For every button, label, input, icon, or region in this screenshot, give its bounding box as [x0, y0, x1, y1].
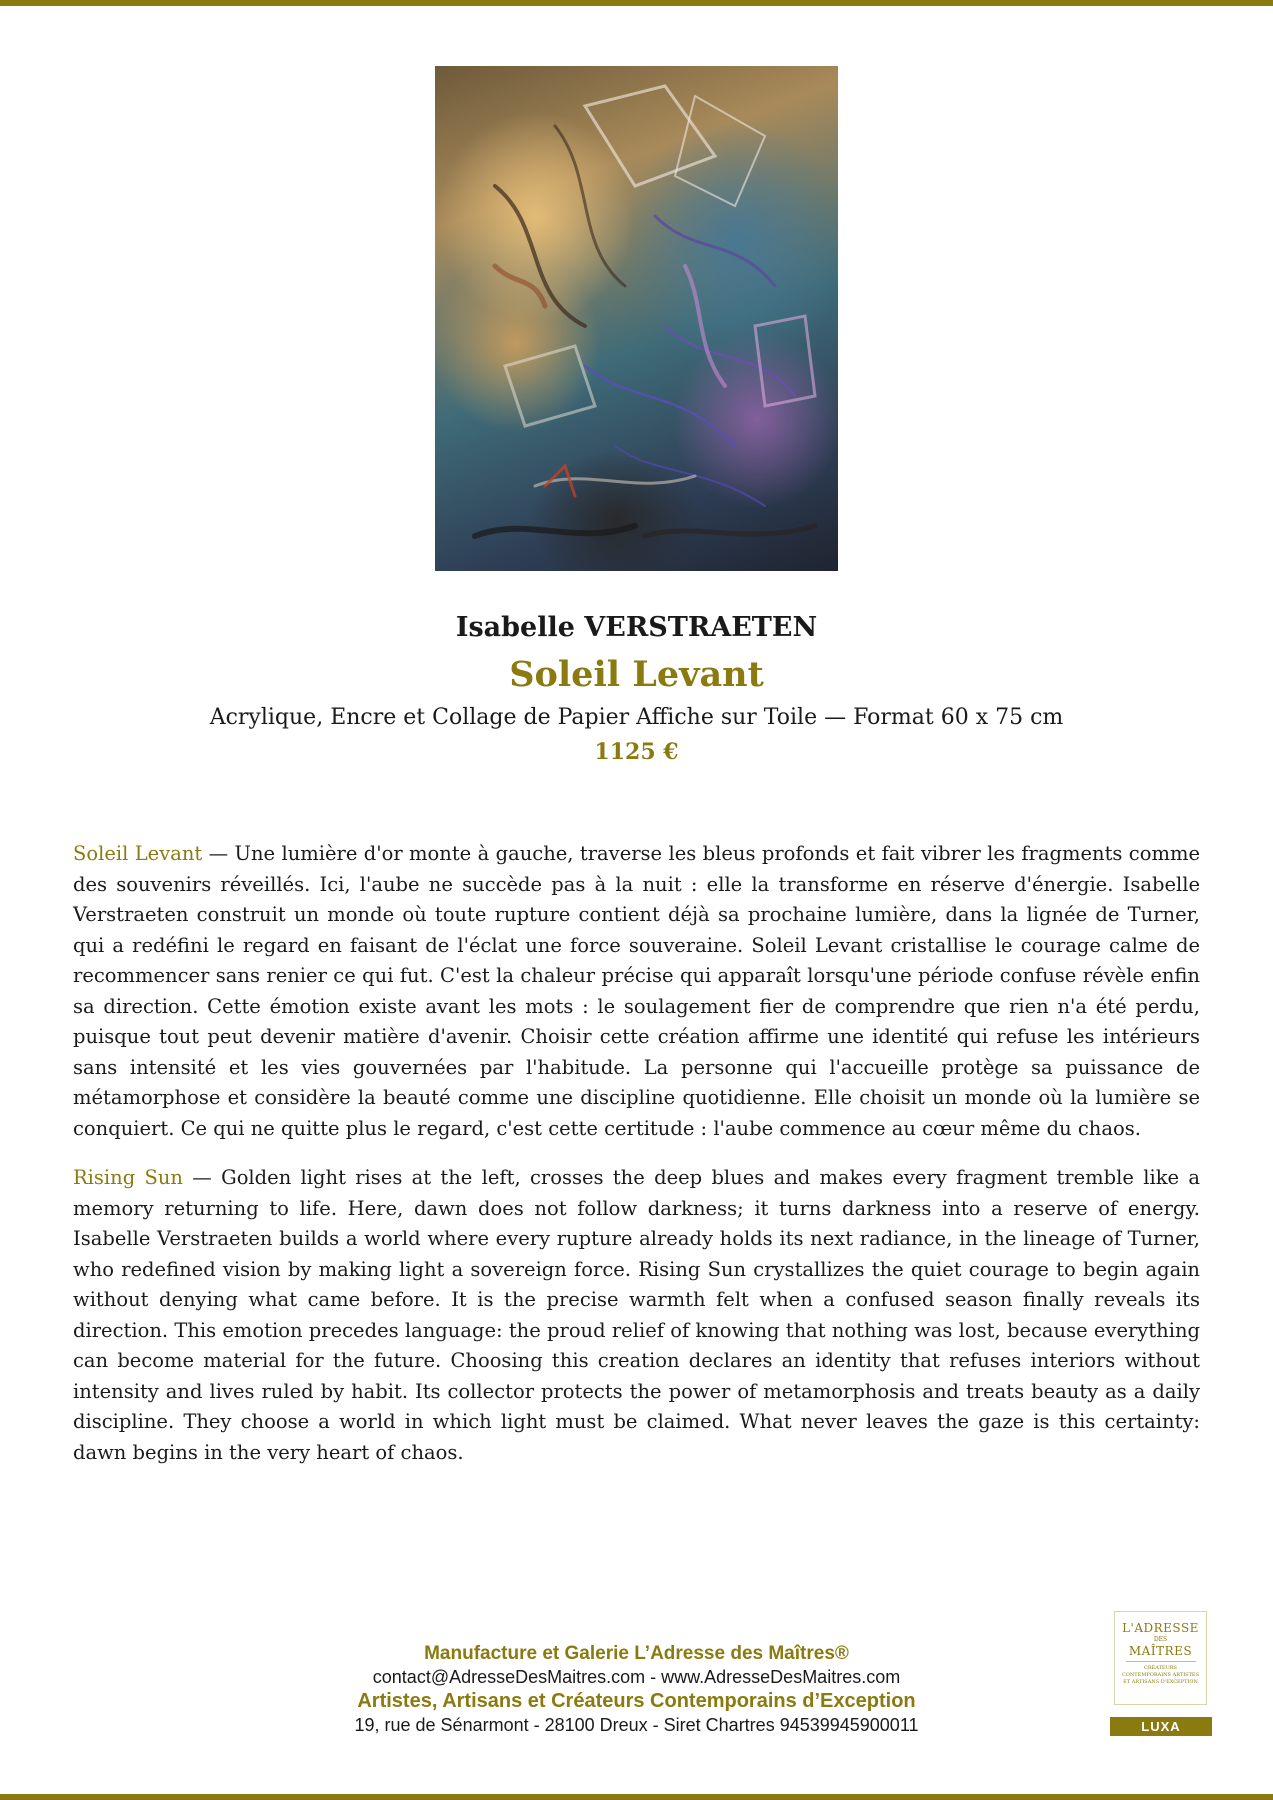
footer-tagline: Artistes, Artisans et Créateurs Contemporains d’Exception [357, 1690, 916, 1712]
artwork-title: Soleil Levant [509, 654, 764, 695]
artwork-price: 1125 € [594, 739, 679, 765]
top-border [0, 0, 1273, 6]
artwork-image [435, 66, 838, 571]
description-en [73, 1163, 1200, 1468]
logo-divider [1126, 1661, 1196, 1662]
bottom-border [0, 1794, 1273, 1800]
description-en-text: — Golden light rises at the left, crosses the deep blues and makes every fragment tremble like a memory returning to life. Here, dawn does not follow darkness; it turns darkness into a reserve of energy. Isabelle Verstraeten builds a world where every rupture already holds its next radiance, in the lineage of Turner, who redefined vision by making light a sovereign force. Rising Sun crystallizes the quiet courage to begin again without denying what came before. It is the precise warmth felt when a confused season finally reveals its direction. This emotion precedes language: the proud relief of knowing that nothing was lost, because everything can become material for the future. Choosing this creation declares an identity that refuses interiors without intensity and lives ruled by habit. Its collector protects the power of metamorphosis and treats beauty as a daily discipline. They choose a world in which light must be claimed. What never leaves the gaze is this certainty: dawn begins in the very heart of chaos. [73, 1166, 1200, 1464]
logo-line-2: DES [1153, 1636, 1168, 1643]
logo-line-4: CRÉATEURS CONTEMPORAINS ARTISTES ET ARTISANS D'EXCEPTION [1121, 1665, 1200, 1685]
description-fr [73, 839, 1200, 1144]
description-fr-text: — Une lumière d'or monte à gauche, traverse les bleus profonds et fait vibrer les fragments comme des souvenirs réveillés. Ici, l'aube ne succède pas à la nuit : elle la transforme en réserve d'énergie. Isabelle Verstraeten construit un monde où toute rupture contient déjà sa prochaine lumière, dans la lignée de Turner, qui a redéfini le regard en faisant de l'éclat une force souveraine. Soleil Levant cristallise le courage calme de recommencer sans renier ce qui fut. C'est la chaleur précise qui apparaît lorsqu'une période confuse révèle enfin sa direction. Cette émotion existe avant les mots : le soulagement fier de comprendre que rien n'a été perdu, puisque tout peut devenir matière d'avenir. Choisir cette création affirme une identité qui refuse les intérieurs sans intensité et les vies gouvernées par l'habitude. La personne qui l'accueille protège sa puissance de métamorphose et considère la beauté comme une discipline quotidienne. Elle choisit un monde où la lumière se conquiert. Ce qui ne quitte plus le regard, c'est cette certitude : l'aube commence au cœur même du chaos. [73, 842, 1200, 1140]
description-fr-lead: Soleil Levant [73, 842, 203, 865]
footer-address: 19, rue de Sénarmont - 28100 Dreux - Siret Chartres 94539945900011 [354, 1715, 919, 1735]
artist-name: Isabelle VERSTRAETEN [455, 612, 818, 643]
logo-line-1: L'ADRESSE [1122, 1621, 1199, 1635]
artwork-medium: Acrylique, Encre et Collage de Papier Affiche sur Toile — Format 60 x 75 cm [209, 705, 1064, 730]
footer [0, 1642, 1273, 1737]
description-en-lead: Rising Sun [73, 1166, 183, 1189]
gallery-logo [1114, 1611, 1207, 1705]
footer-company: Manufacture et Galerie L’Adresse des Maîtres® [424, 1643, 849, 1664]
artwork-painting-strokes [435, 66, 838, 571]
footer-contact: contact@AdresseDesMaitres.com - www.AdresseDesMaitres.com [372, 1667, 901, 1687]
logo-line-3: MAÎTRES [1128, 1644, 1193, 1658]
luxa-badge: LUXA [1110, 1717, 1212, 1736]
